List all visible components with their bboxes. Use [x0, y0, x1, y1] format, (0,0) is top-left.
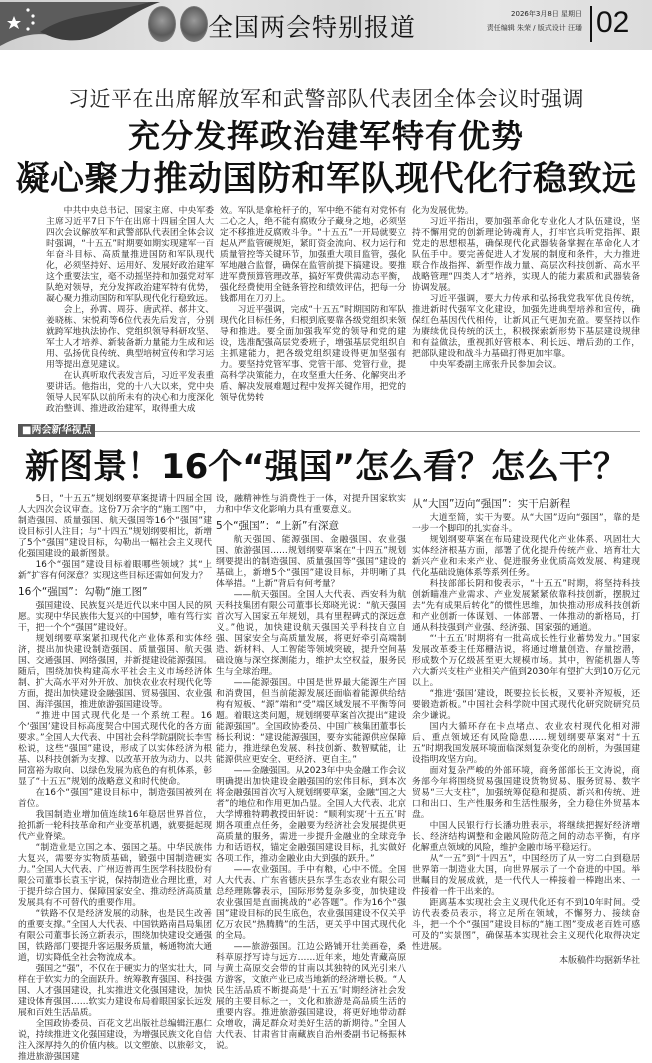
paragraph: 距离基本实现社会主义现代化还有不到10年时间。受访代表委员表示，将立足所在领域，不懈努力、接续奋斗，把一个个“强国”建设目标的“施工图”变成老百姓可感可及的“实景图”，确保基本实现社会主义现代化取得决定性进展。 — [412, 898, 640, 952]
article-kicker: 习近平在出席解放军和武警部队代表团全体会议时强调 — [68, 87, 584, 111]
paragraph: 5日，“十五五”规划纲要草案提请十四届全国人大四次会议审查。这份7万余字的“施工图”中，制造强国、质量强国、航天强国等16个“强国”建设目标引人注目；与“十四五”规划纲要相比，新增了5个“强国”建设目标，勾勒出一幅社会主义现代化强国建设的最新图景。 — [18, 494, 212, 559]
paragraph: 我国制造业增加值连续16年稳居世界首位，抢抓新一轮科技革命和产业变革机遇，就要挺起现代产业脊梁。 — [18, 810, 212, 842]
source-credit: 本版稿件均据新华社 — [558, 956, 640, 966]
paragraph: 中国人民银行行长潘功胜表示，将继续把握好经济增长、经济结构调整和金融风险防范之间的动态平衡，有序化解重点领域的风险，维护金融市场平稳运行。 — [412, 821, 640, 853]
paragraph: 强国建设、民族复兴是近代以来中国人民的夙愿。实现中华民族伟大复兴的中国梦，唯有笃行实干，把一个个“强国”建设好。 — [18, 601, 212, 633]
issue-date: 2026年3月8日 星期日 — [511, 10, 582, 18]
article2-column-1 — [18, 494, 212, 1063]
paragraph: 会上，孙霄、周芬、唐武祥、郝井文、姜晓栋、宋悦莉等6位代表先后发言，分别就跨军地执法协作、党组织领导科研攻坚、军士人才培养、新装备新力量能力生成和运用、弘扬优良传统、典型培树宣传和学习运用等提出意见建议。 — [46, 305, 214, 370]
paragraph: 大道至简，实干为要。从“大国”迈向“强国”，靠的是一步一个脚印的扎实奋斗。 — [412, 513, 640, 534]
paragraph: ——农业强国。手中有粮，心中不慌。全国人大代表、广东省德庆县东孚生态农业有限公司总经理陈馨表示，国际形势复杂多变，加快建设农业强国是直面挑战的“必答题”。作为16个“强国”建设目标的民生底色，农业强国建设不仅关乎亿万农民“热腾腾”的生活，更关乎中国式现代化的全局。 — [216, 865, 406, 941]
paragraph: 航天强国、能源强国、金融强国、农业强国、旅游强国……规划纲要草案在“十四五”规划纲要提出的制造强国、质量强国等“强国”建设的基础上，新增5个“强国”建设目标，并明晰了具体举措。“上新”背后有何考量？ — [216, 535, 406, 589]
paragraph: 全国政协委员、百花文艺出版社总编辑汪惠仁说，持续推进文化强国建设，为增强民族文化自信注入深厚持久的价值内核。以文塑旅、以旅彰文，推进旅游强国建 — [18, 1019, 212, 1062]
paragraph: 化为发展优势。 — [412, 206, 474, 216]
article1-column-3 — [412, 206, 640, 371]
article2-column-2 — [216, 494, 406, 1052]
paragraph: 中央军委副主席张升民参加会议。 — [429, 360, 562, 370]
paragraph: 习近平强调，完成“十五五”时期国防和军队现代化目标任务，归根到底要靠各级党组织来领导和推进。要全面加强我军党的领导和党的建设，选准配强高层党委班子，增强基层党组织自主抓建能力，把各级党组织建设得更加坚强有力。要坚持党管军事、党管干部、党管行业，提高科学决策能力，在攻坚重大任务、化解突出矛盾、解决发展难题过程中发挥关键作用，把党的领导优势转 — [220, 305, 406, 403]
paragraph: 习近平强调，要大力传承和弘扬我党我军优良传统，推进新时代强军文化建设，加强先进典型培养和宣传，确保红色基因代代相传，让新风正气更加充盈。要坚持以作为赓续优良传统的沃土，积极探索新形势下基层建设规律和有益做法，重视抓好管根本、利长远、增后劲的工作，把部队建设和战斗力基础打得更加牢靠。 — [412, 294, 640, 359]
section-tag: ■两会新华视点 — [18, 424, 95, 437]
article1-column-2 — [220, 206, 406, 404]
paragraph: ——金融强国。从2023年中央金融工作会议明确提出加快建设金融强国的宏伟目标，到本次将金融强国首次写入规划纲要草案，金融“国之大者”的地位和作用更加凸显。全国人大代表、北京大学博雅特聘教授田轩说：“顺利实现‘十五五’时期各项重点任务，金融要为经济社会发展提供更高质量的服务，需进一步提升金融业的全球竞争力和话语权，锚定金融强国建设目标，扎实做好各项工作，推动金融业由大到强的跃升。” — [216, 766, 406, 864]
paragraph: “‘十五五’时期将有一批高成长性行业蓄势发力。”国家发展改革委主任郑栅洁说，将通过增量创造、存量挖潜，形成数个万亿级甚至更大规模市场。其中，智能机器人等六大新兴支柱产业相关产值到2030年有望扩大到10万亿元以上。 — [412, 634, 640, 688]
article1-column-1 — [46, 206, 214, 415]
page-number: 02 — [596, 6, 630, 39]
paragraph: ——旅游强国。江边公路铺开壮美画卷，桑科草原抒写诗与远方……近年来，地处青藏高原与黄土高原交会带的甘南以其独特的风光引来八方游客，文旅产业已成当地新的经济增长极。“人民生活品质不断提高是‘十五五’时期经济社会发展的主要目标之一，文化和旅游是高品质生活的重要内容。推进旅游强国建设，将更好地带动群众增收，满足群众对美好生活的新期待。”全国人大代表、甘肃省甘南藏族自治州委副书记杨振林说。 — [216, 942, 406, 1051]
subheading: 16个“强国”：勾勒“施工图” — [18, 586, 148, 598]
divider — [590, 6, 592, 42]
paragraph: 从“一五”到“十四五”，中国经历了从一穷二白到稳居世界第一制造业大国，向世界展示了一个奋进的中国。举世瞩目的发展成就，是一代代人一棒接着一棒跑出来、一件接着一件干出来的。 — [412, 854, 640, 897]
article2-column-3-body — [412, 498, 640, 953]
article2-title: 新图景！16个“强国”怎么看？怎么干？ — [24, 447, 627, 487]
paragraph: 习近平指出，要加强革命化专业化人才队伍建设，坚持不懈用党的创新理论铸魂育人，打牢官兵听党指挥、跟党走的思想根基，确保现代化武器装备掌握在革命化人才队伍手中。要完善促进人才发展的制度和条件，大力推进联合作战指挥、新型作战力量、高层次科技创新、高水平战略管理“四类人才”培养，实现人的能力素质和武器装备协调发展。 — [412, 217, 640, 293]
national-flag-icon — [0, 2, 160, 46]
article-headline-line2: 凝心聚力推动国防和军队现代化行稳致远 — [15, 159, 637, 199]
paragraph: 效。军队是拿枪杆子的，军中绝不能有对党怀有二心之人，绝不能有腐败分子藏身之地，必须坚定不移推进反腐败斗争。“十五五”一开局就要立起从严监管硬规矩，紧盯资金流向、权力运行和质量管控等关键环节，加强重大项目监管，强化军地融合监督，确保在监管前提下搞建设。要推进军费预算管理改革，搞好军费供需动态平衡，强化经费使用全链条管控和绩效评估，把每一分钱都用在刀刃上。 — [220, 206, 406, 304]
paragraph: 规划纲要草案在布局建设现代化产业体系、巩固壮大实体经济根基方面，部署了优化提升传统产业、培育壮大新兴产业和未来产业、促进服务业优质高效发展、构建现代化基础设施体系等系列任务。 — [412, 535, 640, 578]
paragraph: 16个“强国”建设目标着眼哪些领域？其“上新”扩容有何深意？实现这些目标还需如何发力？ — [18, 560, 212, 581]
paragraph: 科技部部长阴和俊表示，“十五五”时期，将坚持科技创新瞄准产业需求、产业发展紧紧依靠科技创新，摆脱过去“先有成果后转化”的惯性思维，加快推动形成科技创新和产业创新一体谋划、一体部署、一体推动的新格局，打通从科技强到产业强、经济强、国家强的通道。 — [412, 579, 640, 633]
paragraph: 规划纲要草案紧扣现代化产业体系和实体经济，提出加快建设制造强国、质量强国、航天强国、交通强国、网络强国，并新提建设能源强国。随后，围绕加快构建高水平社会主义市场经济体制、扩大高水平对外开放、加快农业农村现代化等方面，提出加快建设金融强国、贸易强国、农业强国、海洋强国，推进旅游强国建设等。 — [18, 634, 212, 710]
paragraph: 中共中央总书记、国家主席、中央军委主席习近平7日下午在出席十四届全国人大四次会议解放军和武警部队代表团全体会议时强调，“十五五”时期要如期实现建军一百年奋斗目标、高质量推进国防和军队现代化，必须坚持好、运用好、发展好政治建军这个重要法宝，毫不动摇坚持和加强党对军队绝对领导，充分发挥政治建军特有优势，凝心聚力推动国防和军队现代化行稳致远。 — [46, 206, 214, 304]
paragraph: ——航天强国。全国人大代表、西安科为航天科技集团有限公司董事长郑晓光说：“航天强国首次写入国家五年规划，具有里程碑式的深远意义。”他说，加快建设航天强国关乎科技自立自强、国家安全与高质量发展，将更好牵引高端制造、新材料、人工智能等领域突破，提升空间基础设施与深空探测能力，维护太空权益，服务民生与全球治理。 — [216, 590, 406, 677]
paragraph: 面对复杂严峻的外部环境，商务部部长王文涛说，商务部今年将围绕贸易强国建设货物贸易、服务贸易、数字贸易“三大支柱”，加强统筹促稳和提质、新兴和传统、进口和出口、生产性服务和生活性服务，全力稳住外贸基本盘。 — [412, 766, 640, 820]
paragraph: 在16个“强国”建设目标中，制造强国被列在首位。 — [18, 788, 212, 809]
masthead — [0, 0, 652, 50]
paragraph: 在认真听取代表发言后，习近平发表重要讲话。他指出，党的十八大以来，党中央领导人民军队以前所未有的决心和力度深化政治整训、推进政治建军，取得重大成 — [46, 371, 214, 414]
editor-credit: 责任编辑 朱荣 / 版式设计 汪璠 — [486, 24, 582, 32]
paragraph: “推进‘强国’建设，既要拉长长板，又要补齐短板，还要锻造新板。”中国社会科学院中国式现代化研究院研究员余少谦说。 — [412, 689, 640, 721]
cppcc-emblem-icon — [180, 6, 208, 42]
article2-column-3 — [412, 494, 640, 967]
paragraph: 设，融精神性与消费性于一体，对提升国家软实力和中华文化影响力具有重要意义。 — [216, 494, 406, 515]
section-divider — [18, 431, 640, 432]
article-headline-line1: 充分发挥政治建军特有优势 — [127, 117, 524, 155]
subheading: 5个“强国”：“上新”有深意 — [216, 520, 339, 532]
subheading: 从“大国”迈向“强国”：实干启新程 — [412, 498, 571, 510]
paragraph: “推进中国式现代化是一个系统工程。16个‘强国’建设目标高度契合中国式现代化的各方面要求。”全国人大代表、中国社会科学院副院长李雪松说，这些“强国”建设，形成了以实体经济为根基、以科技创新为支撑、以改革开放为动力、以共同富裕为取向、以绿色发展为底色的有机体系，彰显了“十五五”规划的战略意义和时代使命。 — [18, 711, 212, 787]
paragraph: “制造业是立国之本、强国之基。中华民族伟大复兴，需要夯实物质基础，锻强中国制造硬实力。”全国人大代表、广州迈普再生医学科技股份有限公司董事长袁玉宇说，保持制造业合理比重，对于提升综合国力、保障国家安全、推动经济高质量发展具有不可替代的重要作用。 — [18, 843, 212, 908]
section-title: 全国两会特别报道 — [208, 13, 417, 42]
paragraph: 国内大循环存在卡点堵点、农业农村现代化相对滞后、重点领域还有风险隐患……规划纲要草案对“十五五”时期我国发展环境面临深刻复杂变化的剖析，为强国建设指明攻坚方向。 — [412, 722, 640, 765]
paragraph: “铁路不仅是经济发展的动脉，也是民生改善的重要支撑。”全国人大代表、中国铁路南昌局集团有限公司董事长汤立新表示，围绕加快建设交通强国，铁路部门要提升客运服务质量，畅通物流大通道，切实降低全社会物流成本。 — [18, 909, 212, 963]
paragraph: 强国之“强”，不仅在于硬实力的坚实壮大，同样在于软实力的全面跃升。统筹教育强国、科技强国、人才强国建设，扎实推进文化强国建设，加快建设体育强国……软实力建设布局着眼国家长远发展和百姓生活品质。 — [18, 964, 212, 1018]
paragraph: ——能源强国。中国是世界最大能源生产国和消费国，但当前能源发展还面临着能源供给结构有短板、“源”端和“受”端区域发展不平衡等问题。着眼这类问题，规划纲要草案首次提出“建设能源强国”。全国政协委员、中国广核集团董事长杨长利说：“建设能源强国，要夯实能源供应保障能力，推进绿色发展、科技创新、数智赋能，让能源供应更安全、更经济、更自主。” — [216, 678, 406, 765]
national-emblem-icon — [148, 6, 176, 42]
